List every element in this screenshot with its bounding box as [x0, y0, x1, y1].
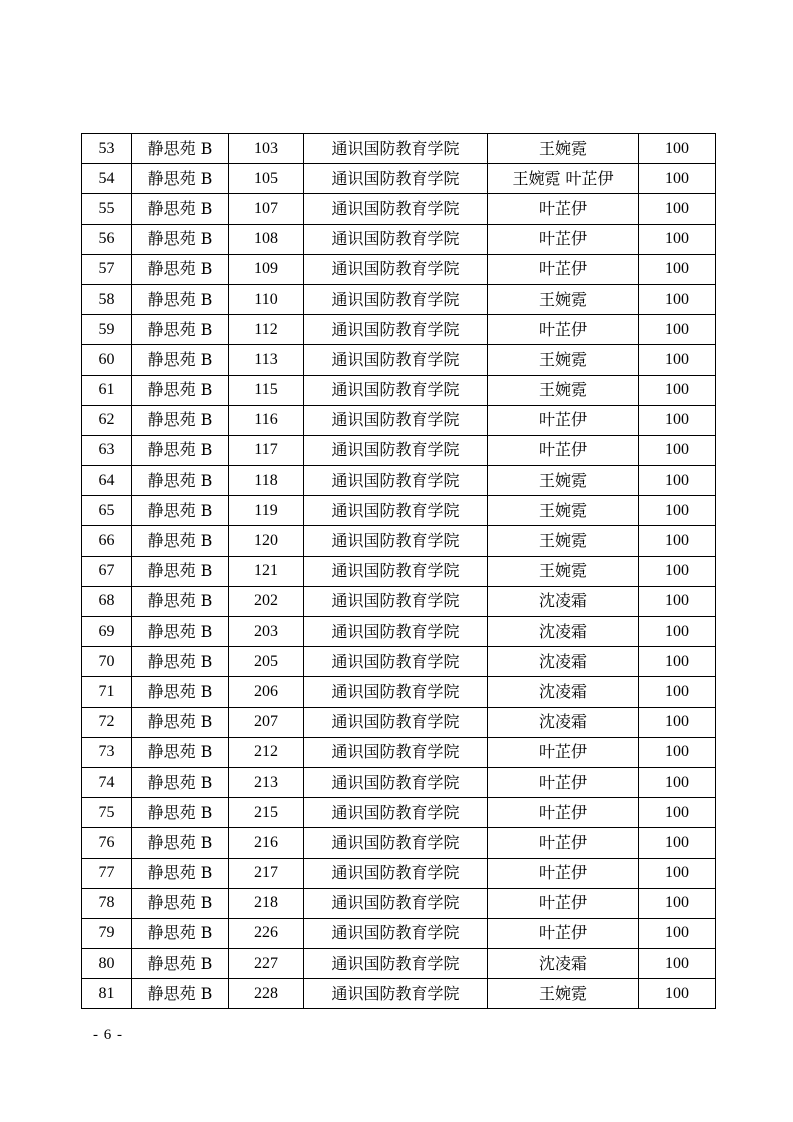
cell-college: 通识国防教育学院 [304, 737, 488, 767]
cell-building: 静思苑 B [132, 496, 229, 526]
cell-inspector: 叶芷伊 [488, 918, 639, 948]
cell-room-number: 115 [229, 375, 304, 405]
cell-score: 100 [639, 496, 716, 526]
cell-building: 静思苑 B [132, 798, 229, 828]
cell-inspector: 叶芷伊 [488, 435, 639, 465]
cell-room-number: 121 [229, 556, 304, 586]
cell-room-number: 112 [229, 315, 304, 345]
cell-building: 静思苑 B [132, 617, 229, 647]
cell-inspector: 叶芷伊 [488, 737, 639, 767]
cell-college: 通识国防教育学院 [304, 858, 488, 888]
cell-building: 静思苑 B [132, 918, 229, 948]
cell-room-number: 215 [229, 798, 304, 828]
cell-inspector: 王婉霓 [488, 979, 639, 1009]
cell-building: 静思苑 B [132, 254, 229, 284]
table-row [82, 858, 716, 888]
cell-row-number: 59 [82, 315, 132, 345]
cell-college: 通识国防教育学院 [304, 617, 488, 647]
cell-row-number: 74 [82, 767, 132, 797]
table-row [82, 405, 716, 435]
table-row [82, 556, 716, 586]
cell-inspector: 沈凌霜 [488, 617, 639, 647]
cell-score: 100 [639, 224, 716, 254]
cell-score: 100 [639, 888, 716, 918]
cell-college: 通识国防教育学院 [304, 798, 488, 828]
table-row [82, 767, 716, 797]
table-body [82, 134, 716, 1009]
table-row [82, 194, 716, 224]
cell-inspector: 沈凌霜 [488, 677, 639, 707]
cell-college: 通识国防教育学院 [304, 707, 488, 737]
cell-inspector: 叶芷伊 [488, 315, 639, 345]
cell-row-number: 81 [82, 979, 132, 1009]
cell-inspector: 叶芷伊 [488, 194, 639, 224]
cell-building: 静思苑 B [132, 134, 229, 164]
cell-row-number: 53 [82, 134, 132, 164]
cell-inspector: 叶芷伊 [488, 888, 639, 918]
cell-inspector: 王婉霓 [488, 284, 639, 314]
cell-score: 100 [639, 767, 716, 797]
cell-room-number: 228 [229, 979, 304, 1009]
cell-building: 静思苑 B [132, 979, 229, 1009]
table-row [82, 435, 716, 465]
cell-building: 静思苑 B [132, 224, 229, 254]
cell-score: 100 [639, 164, 716, 194]
page-number: - 6 - [93, 1027, 123, 1043]
cell-room-number: 217 [229, 858, 304, 888]
cell-score: 100 [639, 315, 716, 345]
cell-room-number: 108 [229, 224, 304, 254]
table-row [82, 798, 716, 828]
table-row [82, 254, 716, 284]
cell-room-number: 202 [229, 586, 304, 616]
table-row [82, 345, 716, 375]
cell-inspector: 叶芷伊 [488, 254, 639, 284]
cell-college: 通识国防教育学院 [304, 435, 488, 465]
cell-score: 100 [639, 586, 716, 616]
cell-college: 通识国防教育学院 [304, 496, 488, 526]
cell-score: 100 [639, 194, 716, 224]
cell-inspector: 王婉霓 [488, 134, 639, 164]
cell-college: 通识国防教育学院 [304, 828, 488, 858]
cell-room-number: 116 [229, 405, 304, 435]
cell-building: 静思苑 B [132, 194, 229, 224]
table-row [82, 164, 716, 194]
table-row [82, 949, 716, 979]
cell-row-number: 55 [82, 194, 132, 224]
cell-score: 100 [639, 707, 716, 737]
cell-row-number: 58 [82, 284, 132, 314]
cell-college: 通识国防教育学院 [304, 586, 488, 616]
table-row [82, 284, 716, 314]
table-row [82, 647, 716, 677]
cell-building: 静思苑 B [132, 315, 229, 345]
cell-inspector: 王婉霓 [488, 375, 639, 405]
cell-inspector: 叶芷伊 [488, 224, 639, 254]
cell-building: 静思苑 B [132, 164, 229, 194]
cell-row-number: 69 [82, 617, 132, 647]
cell-score: 100 [639, 737, 716, 767]
table-row [82, 224, 716, 254]
cell-room-number: 203 [229, 617, 304, 647]
cell-building: 静思苑 B [132, 435, 229, 465]
table-row [82, 707, 716, 737]
cell-row-number: 61 [82, 375, 132, 405]
cell-college: 通识国防教育学院 [304, 315, 488, 345]
cell-row-number: 56 [82, 224, 132, 254]
table-row [82, 979, 716, 1009]
cell-score: 100 [639, 918, 716, 948]
table-row [82, 375, 716, 405]
cell-score: 100 [639, 858, 716, 888]
cell-score: 100 [639, 134, 716, 164]
cell-college: 通识国防教育学院 [304, 164, 488, 194]
cell-row-number: 60 [82, 345, 132, 375]
cell-row-number: 71 [82, 677, 132, 707]
table-row [82, 466, 716, 496]
cell-building: 静思苑 B [132, 345, 229, 375]
cell-score: 100 [639, 617, 716, 647]
cell-room-number: 118 [229, 466, 304, 496]
cell-score: 100 [639, 375, 716, 405]
cell-inspector: 叶芷伊 [488, 405, 639, 435]
cell-building: 静思苑 B [132, 556, 229, 586]
cell-college: 通识国防教育学院 [304, 345, 488, 375]
table-row [82, 737, 716, 767]
cell-inspector: 叶芷伊 [488, 858, 639, 888]
cell-college: 通识国防教育学院 [304, 979, 488, 1009]
cell-score: 100 [639, 526, 716, 556]
cell-room-number: 213 [229, 767, 304, 797]
cell-row-number: 79 [82, 918, 132, 948]
cell-room-number: 218 [229, 888, 304, 918]
cell-college: 通识国防教育学院 [304, 375, 488, 405]
cell-room-number: 113 [229, 345, 304, 375]
cell-row-number: 75 [82, 798, 132, 828]
cell-room-number: 103 [229, 134, 304, 164]
table-row [82, 586, 716, 616]
cell-score: 100 [639, 647, 716, 677]
cell-inspector: 王婉霓 [488, 496, 639, 526]
cell-row-number: 78 [82, 888, 132, 918]
cell-inspector: 沈凌霜 [488, 949, 639, 979]
cell-row-number: 72 [82, 707, 132, 737]
cell-room-number: 212 [229, 737, 304, 767]
cell-college: 通识国防教育学院 [304, 134, 488, 164]
table-row [82, 828, 716, 858]
cell-inspector: 叶芷伊 [488, 828, 639, 858]
cell-room-number: 227 [229, 949, 304, 979]
cell-inspector: 王婉霓 叶芷伊 [488, 164, 639, 194]
cell-score: 100 [639, 284, 716, 314]
cell-row-number: 70 [82, 647, 132, 677]
cell-building: 静思苑 B [132, 858, 229, 888]
cell-room-number: 110 [229, 284, 304, 314]
cell-college: 通识国防教育学院 [304, 284, 488, 314]
cell-college: 通识国防教育学院 [304, 556, 488, 586]
cell-building: 静思苑 B [132, 526, 229, 556]
cell-inspector: 王婉霓 [488, 526, 639, 556]
cell-row-number: 63 [82, 435, 132, 465]
table-row [82, 134, 716, 164]
cell-score: 100 [639, 979, 716, 1009]
cell-score: 100 [639, 798, 716, 828]
cell-inspector: 沈凌霜 [488, 647, 639, 677]
cell-room-number: 105 [229, 164, 304, 194]
dorm-inspection-table [81, 133, 716, 1009]
cell-row-number: 64 [82, 466, 132, 496]
cell-score: 100 [639, 556, 716, 586]
cell-score: 100 [639, 405, 716, 435]
cell-building: 静思苑 B [132, 707, 229, 737]
table-row [82, 888, 716, 918]
cell-building: 静思苑 B [132, 949, 229, 979]
cell-room-number: 117 [229, 435, 304, 465]
cell-college: 通识国防教育学院 [304, 647, 488, 677]
cell-row-number: 73 [82, 737, 132, 767]
cell-row-number: 76 [82, 828, 132, 858]
cell-building: 静思苑 B [132, 466, 229, 496]
cell-score: 100 [639, 949, 716, 979]
cell-row-number: 77 [82, 858, 132, 888]
cell-score: 100 [639, 828, 716, 858]
cell-inspector: 叶芷伊 [488, 767, 639, 797]
cell-building: 静思苑 B [132, 677, 229, 707]
cell-building: 静思苑 B [132, 888, 229, 918]
table-row [82, 617, 716, 647]
table-row [82, 918, 716, 948]
cell-score: 100 [639, 345, 716, 375]
cell-building: 静思苑 B [132, 737, 229, 767]
cell-row-number: 57 [82, 254, 132, 284]
cell-college: 通识国防教育学院 [304, 405, 488, 435]
cell-inspector: 王婉霓 [488, 345, 639, 375]
cell-room-number: 216 [229, 828, 304, 858]
cell-building: 静思苑 B [132, 767, 229, 797]
cell-room-number: 107 [229, 194, 304, 224]
cell-college: 通识国防教育学院 [304, 888, 488, 918]
cell-row-number: 68 [82, 586, 132, 616]
cell-row-number: 66 [82, 526, 132, 556]
cell-inspector: 沈凌霜 [488, 707, 639, 737]
cell-score: 100 [639, 254, 716, 284]
cell-room-number: 207 [229, 707, 304, 737]
cell-inspector: 王婉霓 [488, 556, 639, 586]
cell-college: 通识国防教育学院 [304, 466, 488, 496]
cell-score: 100 [639, 435, 716, 465]
cell-inspector: 王婉霓 [488, 466, 639, 496]
cell-room-number: 206 [229, 677, 304, 707]
cell-score: 100 [639, 677, 716, 707]
cell-row-number: 65 [82, 496, 132, 526]
cell-room-number: 119 [229, 496, 304, 526]
table-row [82, 677, 716, 707]
cell-row-number: 54 [82, 164, 132, 194]
cell-college: 通识国防教育学院 [304, 194, 488, 224]
cell-building: 静思苑 B [132, 405, 229, 435]
cell-college: 通识国防教育学院 [304, 254, 488, 284]
cell-building: 静思苑 B [132, 828, 229, 858]
cell-row-number: 67 [82, 556, 132, 586]
cell-building: 静思苑 B [132, 375, 229, 405]
cell-building: 静思苑 B [132, 284, 229, 314]
cell-building: 静思苑 B [132, 586, 229, 616]
cell-room-number: 109 [229, 254, 304, 284]
cell-room-number: 226 [229, 918, 304, 948]
table-row [82, 526, 716, 556]
cell-building: 静思苑 B [132, 647, 229, 677]
table-row [82, 315, 716, 345]
table-row [82, 496, 716, 526]
cell-room-number: 205 [229, 647, 304, 677]
cell-college: 通识国防教育学院 [304, 949, 488, 979]
cell-college: 通识国防教育学院 [304, 918, 488, 948]
cell-inspector: 沈凌霜 [488, 586, 639, 616]
cell-college: 通识国防教育学院 [304, 224, 488, 254]
cell-row-number: 80 [82, 949, 132, 979]
cell-inspector: 叶芷伊 [488, 798, 639, 828]
cell-row-number: 62 [82, 405, 132, 435]
cell-score: 100 [639, 466, 716, 496]
cell-college: 通识国防教育学院 [304, 767, 488, 797]
cell-college: 通识国防教育学院 [304, 677, 488, 707]
cell-room-number: 120 [229, 526, 304, 556]
cell-college: 通识国防教育学院 [304, 526, 488, 556]
